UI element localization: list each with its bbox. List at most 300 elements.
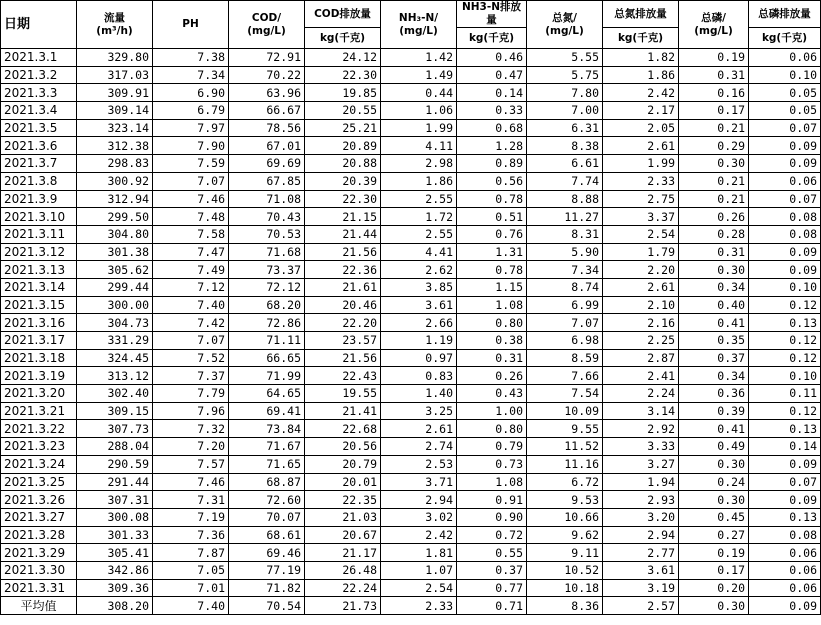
cell-tn: 8.74	[527, 278, 603, 296]
header-tp-name: 总磷/	[701, 11, 726, 24]
table-row	[1, 473, 821, 491]
cell-tp-load: 0.09	[749, 137, 821, 155]
cell-nh3-load: 0.46	[457, 49, 527, 67]
cell-cod-load: 22.30	[305, 66, 381, 84]
cell-tp: 0.17	[679, 561, 749, 579]
cell-cod-load: 21.15	[305, 208, 381, 226]
cell-cod: 70.43	[229, 208, 305, 226]
cell-tn: 5.75	[527, 66, 603, 84]
cell-date: 2021.3.4	[1, 102, 77, 120]
cell-nh3: 2.53	[381, 455, 457, 473]
cell-tp: 0.34	[679, 367, 749, 385]
cell-cod: 66.65	[229, 349, 305, 367]
cell-flow: 290.59	[77, 455, 153, 473]
cell-date: 2021.3.1	[1, 49, 77, 67]
cell-date: 2021.3.25	[1, 473, 77, 491]
cell-nh3-load: 1.28	[457, 137, 527, 155]
cell-nh3: 1.19	[381, 332, 457, 350]
cell-tp: 0.45	[679, 508, 749, 526]
header-nh3-load-unit: kg(千克)	[457, 28, 527, 49]
cell-date: 2021.3.2	[1, 66, 77, 84]
table-row	[1, 296, 821, 314]
cell-ph: 7.40	[153, 296, 229, 314]
cell-tn: 6.61	[527, 155, 603, 173]
cell-tp-load: 0.09	[749, 455, 821, 473]
cell-tn: 8.88	[527, 190, 603, 208]
cell-cod-load: 20.67	[305, 526, 381, 544]
table-row	[1, 544, 821, 562]
cell-nh3-load: 0.56	[457, 172, 527, 190]
cell-tn-load: 2.77	[603, 544, 679, 562]
cell-tp: 0.30	[679, 597, 749, 615]
header-tp-load-unit: kg(千克)	[749, 28, 821, 49]
cell-cod: 70.54	[229, 597, 305, 615]
table-row	[1, 155, 821, 173]
cell-tn: 9.55	[527, 420, 603, 438]
header-cod-name: COD/	[251, 11, 282, 24]
cell-tn: 9.62	[527, 526, 603, 544]
cell-nh3: 1.81	[381, 544, 457, 562]
cell-nh3-load: 0.91	[457, 491, 527, 509]
cell-cod: 71.65	[229, 455, 305, 473]
cell-flow: 302.40	[77, 385, 153, 403]
cell-tp-load: 0.09	[749, 491, 821, 509]
cell-tp-load: 0.13	[749, 314, 821, 332]
cell-nh3-load: 0.80	[457, 420, 527, 438]
cell-tp: 0.19	[679, 49, 749, 67]
cell-cod: 69.41	[229, 402, 305, 420]
cell-nh3-load: 0.73	[457, 455, 527, 473]
cell-tp: 0.49	[679, 438, 749, 456]
cell-date: 2021.3.15	[1, 296, 77, 314]
cell-tn: 7.74	[527, 172, 603, 190]
cell-cod: 67.01	[229, 137, 305, 155]
cell-tp: 0.29	[679, 137, 749, 155]
cell-cod-load: 21.56	[305, 243, 381, 261]
cell-tn-load: 1.94	[603, 473, 679, 491]
cell-cod: 71.67	[229, 438, 305, 456]
table-body	[1, 49, 821, 615]
cell-tn-load: 2.20	[603, 261, 679, 279]
cell-flow: 298.83	[77, 155, 153, 173]
cell-nh3-load: 0.14	[457, 84, 527, 102]
cell-ph: 7.07	[153, 172, 229, 190]
cell-nh3: 1.40	[381, 385, 457, 403]
table-row	[1, 561, 821, 579]
cell-cod-load: 21.41	[305, 402, 381, 420]
cell-tn-load: 2.05	[603, 119, 679, 137]
cell-ph: 7.36	[153, 526, 229, 544]
cell-flow: 309.91	[77, 84, 153, 102]
cell-tp: 0.21	[679, 190, 749, 208]
cell-flow: 309.36	[77, 579, 153, 597]
cell-tn: 6.98	[527, 332, 603, 350]
cell-cod: 73.37	[229, 261, 305, 279]
cell-tp: 0.26	[679, 208, 749, 226]
cell-cod: 71.82	[229, 579, 305, 597]
cell-ph: 7.47	[153, 243, 229, 261]
cell-ph: 7.07	[153, 332, 229, 350]
cell-cod-load: 20.79	[305, 455, 381, 473]
cell-tp-load: 0.10	[749, 66, 821, 84]
cell-tp: 0.41	[679, 420, 749, 438]
cell-tp: 0.16	[679, 84, 749, 102]
cell-tp-load: 0.10	[749, 278, 821, 296]
cell-flow: 324.45	[77, 349, 153, 367]
cell-cod: 68.87	[229, 473, 305, 491]
cell-ph: 7.58	[153, 225, 229, 243]
cell-nh3-load: 1.00	[457, 402, 527, 420]
cell-tp-load: 0.06	[749, 561, 821, 579]
cell-nh3: 4.41	[381, 243, 457, 261]
header-nh3-load	[457, 1, 527, 28]
cell-tn-load: 2.87	[603, 349, 679, 367]
cell-cod-load: 20.88	[305, 155, 381, 173]
cell-cod-load: 19.55	[305, 385, 381, 403]
cell-tp-load: 0.09	[749, 597, 821, 615]
cell-flow: 312.38	[77, 137, 153, 155]
cell-tp-load: 0.10	[749, 367, 821, 385]
table-row	[1, 332, 821, 350]
cell-tn: 7.66	[527, 367, 603, 385]
cell-tp: 0.21	[679, 172, 749, 190]
cell-tp-load: 0.13	[749, 420, 821, 438]
cell-tp-load: 0.14	[749, 438, 821, 456]
cell-tn-load: 2.33	[603, 172, 679, 190]
cell-tn: 7.00	[527, 102, 603, 120]
cell-cod-load: 20.89	[305, 137, 381, 155]
cell-date: 2021.3.10	[1, 208, 77, 226]
cell-tp-load: 0.13	[749, 508, 821, 526]
cell-cod: 72.86	[229, 314, 305, 332]
cell-cod-load: 22.36	[305, 261, 381, 279]
cell-nh3-load: 0.55	[457, 544, 527, 562]
table-row	[1, 172, 821, 190]
cell-nh3: 1.07	[381, 561, 457, 579]
cell-flow: 301.38	[77, 243, 153, 261]
cell-cod: 72.12	[229, 278, 305, 296]
cell-nh3: 0.83	[381, 367, 457, 385]
cell-flow: 301.33	[77, 526, 153, 544]
cell-tp: 0.19	[679, 544, 749, 562]
cell-ph: 7.01	[153, 579, 229, 597]
table-row	[1, 190, 821, 208]
header-cod-load: COD排放量	[305, 1, 381, 28]
cell-cod: 73.84	[229, 420, 305, 438]
cell-date: 2021.3.7	[1, 155, 77, 173]
cell-ph: 7.32	[153, 420, 229, 438]
cell-cod-load: 22.30	[305, 190, 381, 208]
cell-tp-load: 0.09	[749, 155, 821, 173]
cell-nh3: 2.61	[381, 420, 457, 438]
cell-tn: 8.38	[527, 137, 603, 155]
cell-date: 2021.3.11	[1, 225, 77, 243]
cell-cod: 71.99	[229, 367, 305, 385]
cell-tp: 0.35	[679, 332, 749, 350]
header-tn-load: 总氮排放量	[603, 1, 679, 28]
cell-nh3-load: 1.08	[457, 473, 527, 491]
cell-cod: 66.67	[229, 102, 305, 120]
cell-tn-load: 2.42	[603, 84, 679, 102]
cell-cod-load: 26.48	[305, 561, 381, 579]
table-row	[1, 402, 821, 420]
cell-tn-load: 2.75	[603, 190, 679, 208]
cell-tp-load: 0.12	[749, 402, 821, 420]
cell-ph: 7.79	[153, 385, 229, 403]
cell-tp-load: 0.07	[749, 190, 821, 208]
cell-cod: 70.22	[229, 66, 305, 84]
cell-tn: 7.07	[527, 314, 603, 332]
cell-cod: 77.19	[229, 561, 305, 579]
cell-tn: 6.99	[527, 296, 603, 314]
cell-tn-load: 3.14	[603, 402, 679, 420]
cell-ph: 7.46	[153, 473, 229, 491]
cell-tn: 8.31	[527, 225, 603, 243]
cell-ph: 7.05	[153, 561, 229, 579]
cell-nh3-load: 0.80	[457, 314, 527, 332]
cell-date: 2021.3.5	[1, 119, 77, 137]
cell-date: 2021.3.28	[1, 526, 77, 544]
table-row	[1, 137, 821, 155]
cell-cod-load: 25.21	[305, 119, 381, 137]
header-tn-load-unit: kg(千克)	[603, 28, 679, 49]
cell-tn-load: 2.24	[603, 385, 679, 403]
cell-tn-load: 2.54	[603, 225, 679, 243]
header-tp	[679, 1, 749, 49]
cell-tn: 8.59	[527, 349, 603, 367]
cell-tn-load: 1.99	[603, 155, 679, 173]
cell-ph: 7.40	[153, 597, 229, 615]
header-flow-name: 流量	[104, 11, 125, 24]
cell-nh3: 2.54	[381, 579, 457, 597]
cell-tp-load: 0.08	[749, 208, 821, 226]
cell-flow: 342.86	[77, 561, 153, 579]
cell-cod: 72.60	[229, 491, 305, 509]
cell-tp-load: 0.06	[749, 49, 821, 67]
header-tn	[527, 1, 603, 49]
header-nh3	[381, 1, 457, 49]
cell-nh3-load: 0.76	[457, 225, 527, 243]
table-row	[1, 66, 821, 84]
cell-tn-load: 2.17	[603, 102, 679, 120]
cell-ph: 7.12	[153, 278, 229, 296]
cell-flow: 308.20	[77, 597, 153, 615]
table-row	[1, 455, 821, 473]
cell-tn-load: 1.86	[603, 66, 679, 84]
cell-nh3: 2.98	[381, 155, 457, 173]
cell-cod: 70.53	[229, 225, 305, 243]
cell-nh3: 2.66	[381, 314, 457, 332]
cell-cod-load: 21.73	[305, 597, 381, 615]
cell-tn-load: 2.93	[603, 491, 679, 509]
header-nh3-name: NH₃-N/	[398, 11, 439, 24]
cell-ph: 7.52	[153, 349, 229, 367]
cell-nh3: 1.72	[381, 208, 457, 226]
cell-flow: 300.92	[77, 172, 153, 190]
cell-nh3: 0.97	[381, 349, 457, 367]
cell-nh3-load: 0.78	[457, 190, 527, 208]
header-nh3-unit: (mg/L)	[399, 24, 438, 37]
cell-cod-load: 22.20	[305, 314, 381, 332]
cell-flow: 317.03	[77, 66, 153, 84]
cell-flow: 331.29	[77, 332, 153, 350]
cell-date: 2021.3.9	[1, 190, 77, 208]
cell-date: 2021.3.6	[1, 137, 77, 155]
cell-tp-load: 0.09	[749, 243, 821, 261]
cell-nh3: 1.49	[381, 66, 457, 84]
cell-cod: 67.85	[229, 172, 305, 190]
cell-date: 2021.3.20	[1, 385, 77, 403]
table-row	[1, 261, 821, 279]
cell-nh3: 0.44	[381, 84, 457, 102]
cell-tp: 0.31	[679, 243, 749, 261]
cell-nh3: 3.25	[381, 402, 457, 420]
table-row	[1, 385, 821, 403]
cell-nh3-load: 0.26	[457, 367, 527, 385]
table-row	[1, 349, 821, 367]
cell-ph: 7.46	[153, 190, 229, 208]
cell-ph: 6.90	[153, 84, 229, 102]
header-tn-name: 总氮/	[552, 11, 577, 24]
cell-tp: 0.40	[679, 296, 749, 314]
cell-cod-load: 20.46	[305, 296, 381, 314]
cell-tp-load: 0.12	[749, 332, 821, 350]
table-row	[1, 367, 821, 385]
cell-tp: 0.28	[679, 225, 749, 243]
cell-date: 2021.3.8	[1, 172, 77, 190]
cell-cod-load: 22.35	[305, 491, 381, 509]
cell-flow: 300.08	[77, 508, 153, 526]
cell-flow: 309.14	[77, 102, 153, 120]
cell-cod-load: 21.03	[305, 508, 381, 526]
cell-cod-load: 19.85	[305, 84, 381, 102]
cell-flow: 305.62	[77, 261, 153, 279]
cell-tp-load: 0.12	[749, 349, 821, 367]
cell-date: 2021.3.16	[1, 314, 77, 332]
cell-tn: 10.66	[527, 508, 603, 526]
cell-nh3-load: 1.08	[457, 296, 527, 314]
cell-nh3: 3.61	[381, 296, 457, 314]
cell-nh3-load: 0.90	[457, 508, 527, 526]
cell-tn: 11.16	[527, 455, 603, 473]
cell-date: 2021.3.26	[1, 491, 77, 509]
cell-tn-load: 3.20	[603, 508, 679, 526]
cell-tp-load: 0.05	[749, 102, 821, 120]
cell-tp-load: 0.08	[749, 526, 821, 544]
cell-nh3: 2.55	[381, 225, 457, 243]
cell-nh3: 3.85	[381, 278, 457, 296]
cell-tn-load: 3.61	[603, 561, 679, 579]
cell-cod: 71.08	[229, 190, 305, 208]
cell-tn-load: 2.10	[603, 296, 679, 314]
cell-flow: 304.80	[77, 225, 153, 243]
cell-nh3: 1.06	[381, 102, 457, 120]
cell-tn: 10.18	[527, 579, 603, 597]
header-tp-load: 总磷排放量	[749, 1, 821, 28]
cell-tp: 0.21	[679, 119, 749, 137]
header-tn-unit: (mg/L)	[545, 24, 584, 37]
cell-nh3: 2.33	[381, 597, 457, 615]
table-row	[1, 208, 821, 226]
cell-flow: 307.31	[77, 491, 153, 509]
cell-date: 2021.3.27	[1, 508, 77, 526]
cell-ph: 7.87	[153, 544, 229, 562]
cell-tn-load: 3.33	[603, 438, 679, 456]
cell-nh3-load: 0.78	[457, 261, 527, 279]
header-date: 日期	[1, 1, 77, 49]
cell-flow: 299.50	[77, 208, 153, 226]
cell-tp: 0.24	[679, 473, 749, 491]
cell-cod: 63.96	[229, 84, 305, 102]
cell-cod: 70.07	[229, 508, 305, 526]
cell-cod-load: 21.44	[305, 225, 381, 243]
cell-flow: 299.44	[77, 278, 153, 296]
cell-tp: 0.34	[679, 278, 749, 296]
cell-tn: 10.52	[527, 561, 603, 579]
table-row	[1, 278, 821, 296]
cell-ph: 7.59	[153, 155, 229, 173]
cell-cod: 71.11	[229, 332, 305, 350]
cell-tp: 0.17	[679, 102, 749, 120]
cell-nh3-load: 0.79	[457, 438, 527, 456]
cell-cod: 71.68	[229, 243, 305, 261]
cell-tn-load: 1.82	[603, 49, 679, 67]
cell-tp-load: 0.06	[749, 172, 821, 190]
cell-nh3-load: 0.71	[457, 597, 527, 615]
cell-nh3-load: 0.51	[457, 208, 527, 226]
header-ph: PH	[153, 1, 229, 49]
cell-date: 2021.3.23	[1, 438, 77, 456]
cell-date: 2021.3.31	[1, 579, 77, 597]
cell-cod-load: 22.24	[305, 579, 381, 597]
cell-ph: 7.57	[153, 455, 229, 473]
cell-tp: 0.30	[679, 155, 749, 173]
cell-ph: 7.37	[153, 367, 229, 385]
cell-cod: 72.91	[229, 49, 305, 67]
cell-tn: 9.11	[527, 544, 603, 562]
cell-tp-load: 0.05	[749, 84, 821, 102]
cell-tp: 0.30	[679, 455, 749, 473]
cell-tn-load: 1.79	[603, 243, 679, 261]
cell-tp-load: 0.07	[749, 119, 821, 137]
cell-ph: 7.49	[153, 261, 229, 279]
cell-nh3: 2.74	[381, 438, 457, 456]
table-row	[1, 314, 821, 332]
cell-ph: 7.42	[153, 314, 229, 332]
cell-cod: 68.61	[229, 526, 305, 544]
cell-nh3: 3.02	[381, 508, 457, 526]
header-flow	[77, 1, 153, 49]
cell-tp: 0.41	[679, 314, 749, 332]
cell-nh3-load: 1.15	[457, 278, 527, 296]
table-row	[1, 508, 821, 526]
cell-date: 2021.3.13	[1, 261, 77, 279]
cell-tn: 6.31	[527, 119, 603, 137]
cell-cod: 68.20	[229, 296, 305, 314]
cell-flow: 307.73	[77, 420, 153, 438]
cell-flow: 313.12	[77, 367, 153, 385]
cell-ph: 7.96	[153, 402, 229, 420]
table-row	[1, 49, 821, 67]
cell-tn-load: 2.61	[603, 278, 679, 296]
cell-date: 2021.3.18	[1, 349, 77, 367]
cell-nh3-load: 0.89	[457, 155, 527, 173]
cell-nh3-load: 1.31	[457, 243, 527, 261]
table-row	[1, 225, 821, 243]
cell-tn: 7.80	[527, 84, 603, 102]
cell-tp-load: 0.12	[749, 296, 821, 314]
cell-date: 2021.3.12	[1, 243, 77, 261]
